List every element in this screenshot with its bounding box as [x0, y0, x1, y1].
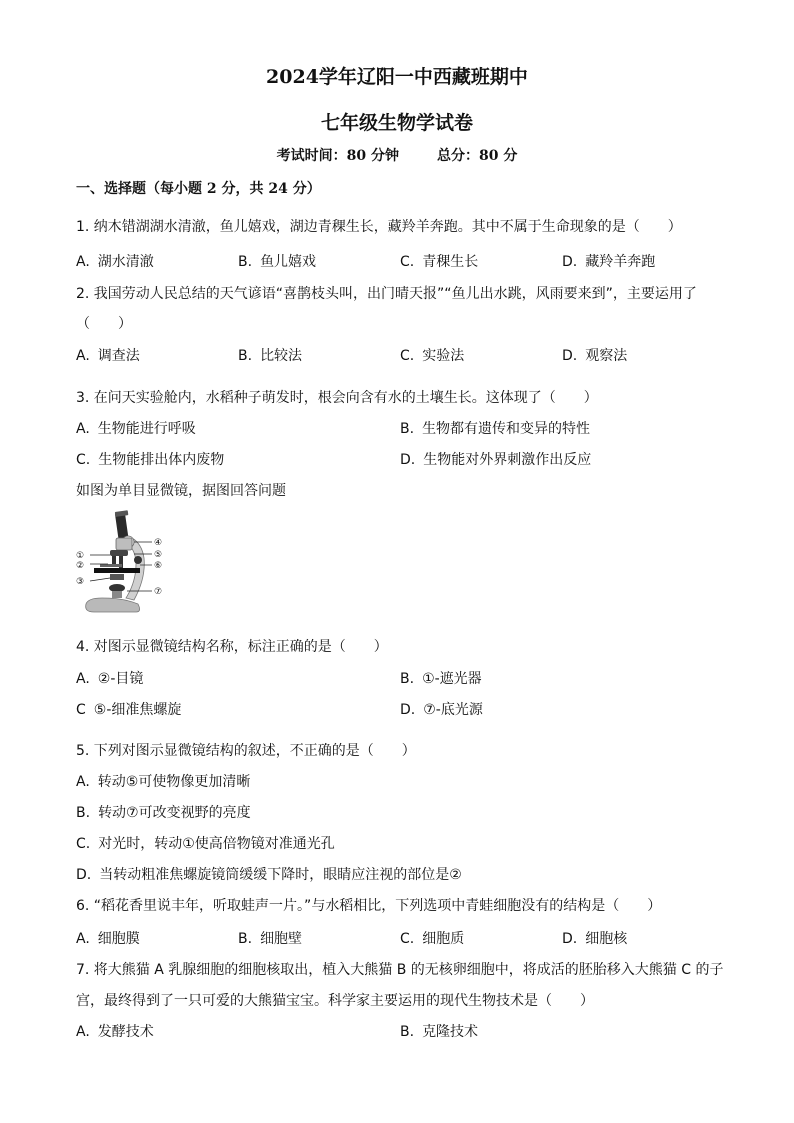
label-7: ⑦: [154, 587, 163, 597]
q4-option-a: A. ②-目镜: [76, 671, 144, 687]
q2-option-c: C. 实验法: [400, 348, 465, 364]
question-3-stem: 3. 在问天实验舱内，水稻种子萌发时，根会向含有水的土壤生长。这体现了（ ）: [76, 390, 598, 406]
q5-option-d: D. 当转动粗准焦螺旋镜筒缓缓下降时，眼睛应注视的部位是②: [76, 867, 462, 883]
exam-info: [0, 145, 794, 165]
q1-option-d: D. 藏羚羊奔跑: [562, 254, 656, 270]
question-7-stem-line1: 7. 将大熊猫 A 乳腺细胞的细胞核取出，植入大熊猫 B 的无核卵细胞中，将成活的胚胎移入大熊猫 C 的子: [76, 962, 724, 978]
figure-intro: 如图为单目显微镜，据图回答问题: [76, 483, 286, 499]
q5-option-b: B. 转动⑦可改变视野的亮度: [76, 805, 251, 821]
q1-option-a: A. 湖水清澈: [76, 254, 154, 270]
question-4-stem: 4. 对图示显微镜结构名称，标注正确的是（ ）: [76, 639, 388, 655]
label-1: ①: [76, 551, 85, 561]
q3-option-d: D. 生物能对外界刺激作出反应: [400, 452, 592, 468]
label-2: ②: [76, 561, 85, 571]
q6-option-b: B. 细胞壁: [238, 931, 303, 947]
section-heading: 一、选择题（每小题 2 分，共 24 分）: [76, 181, 321, 197]
question-6-stem: 6. “稻花香里说丰年，听取蛙声一片。”与水稻相比，下列选项中青蛙细胞没有的结构是（ ）: [76, 898, 662, 914]
exam-title-line1: 2024学年辽阳一中西藏班期中: [266, 66, 528, 88]
q7-option-b: B. 克隆技术: [400, 1024, 479, 1040]
question-7-stem-line2: 宫，最终得到了一只可爱的大熊猫宝宝。科学家主要运用的现代生物技术是（ ）: [76, 993, 594, 1009]
q6-option-a: A. 细胞膜: [76, 931, 140, 947]
total-score: 总分：80 分: [437, 148, 518, 164]
q6-option-c: C. 细胞质: [400, 931, 465, 947]
q6-option-d: D. 细胞核: [562, 931, 628, 947]
q1-option-c: C. 青稞生长: [400, 254, 479, 270]
exam-title-line2: 七年级生物学试卷: [320, 112, 473, 134]
q1-option-b: B. 鱼儿嬉戏: [238, 254, 317, 270]
q4-option-c: C ⑤-细准焦螺旋: [76, 702, 182, 718]
label-3: ③: [76, 577, 85, 587]
question-2-stem-line1: 2. 我国劳动人民总结的天气谚语“喜鹊枝头叫，出门晴天报”“鱼儿出水跳，风雨要来到”，主要运用了: [76, 286, 697, 302]
q3-option-b: B. 生物都有遗传和变异的特性: [400, 421, 591, 437]
microscope-figure: [72, 508, 176, 618]
question-2-stem-line2: （ ）: [76, 316, 132, 332]
q3-option-c: C. 生物能排出体内废物: [76, 452, 225, 468]
label-5: ⑤: [154, 550, 163, 560]
label-4: ④: [154, 538, 163, 548]
q5-option-a: A. 转动⑤可使物像更加清晰: [76, 774, 251, 790]
q2-option-b: B. 比较法: [238, 348, 303, 364]
q3-option-a: A. 生物能进行呼吸: [76, 421, 196, 437]
q5-option-c: C. 对光时，转动①使高倍物镜对准通光孔: [76, 836, 335, 852]
q4-option-b: B. ①-遮光器: [400, 671, 482, 687]
q2-option-d: D. 观察法: [562, 348, 628, 364]
q4-option-d: D. ⑦-底光源: [400, 702, 483, 718]
exam-time: 考试时间：80 分钟: [276, 148, 399, 164]
label-6: ⑥: [154, 561, 163, 571]
q7-option-a: A. 发酵技术: [76, 1024, 154, 1040]
question-5-stem: 5. 下列对图示显微镜结构的叙述，不正确的是（ ）: [76, 743, 416, 759]
q2-option-a: A. 调查法: [76, 348, 140, 364]
question-1-stem: 1. 纳木错湖湖水清澈，鱼儿嬉戏，湖边青稞生长，藏羚羊奔跑。其中不属于生命现象的是（ ）: [76, 219, 682, 235]
